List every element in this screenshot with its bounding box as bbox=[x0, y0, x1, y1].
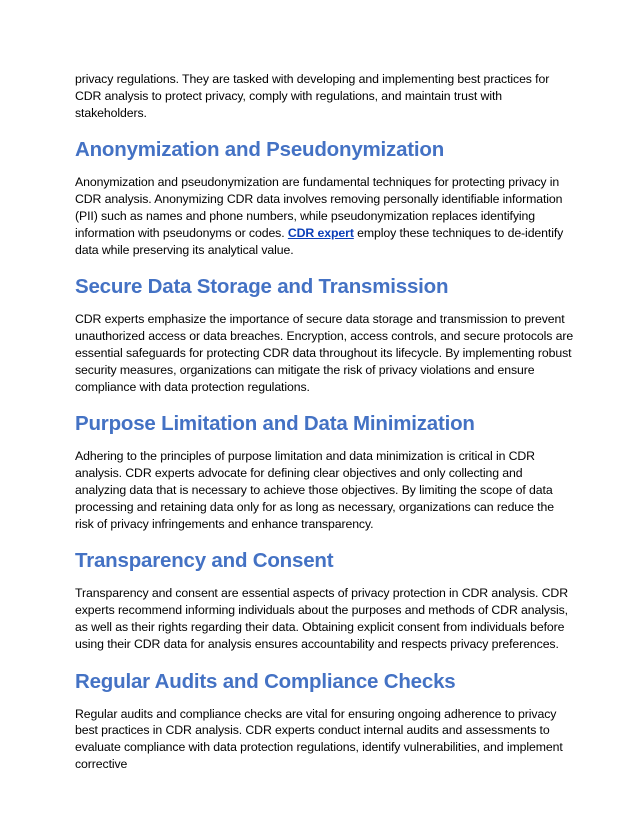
intro-paragraph: privacy regulations. They are tasked with developing and implementing best practices for CDR analysis to protect privacy, comply with regulations, and maintain trust with stakeholders. bbox=[75, 72, 550, 120]
paragraph-anonymization-text-b: employ these techniques to de-identify data while preserving its analytical value. bbox=[75, 225, 564, 257]
cdr-expert-link[interactable]: CDR expert bbox=[287, 225, 354, 240]
paragraph-anonymization bbox=[75, 174, 575, 258]
paragraph-audits: Regular audits and compliance checks are vital for ensuring ongoing adherence to privacy best practices in CDR analysis. CDR experts conduct internal audits and assessments to evaluate compliance with data protection regulations, identify vulnerabilities, and implement corrective bbox=[75, 706, 563, 771]
paragraph-transparency: Transparency and consent are essential aspects of privacy protection in CDR analysis. CDR experts recommend informing individuals about the purposes and methods of CDR analysis, as well as their rights regarding their data. Obtaining explicit consent from individuals before using their CDR data for analysis ensures accountability and respects privacy preferences. bbox=[75, 586, 568, 651]
paragraph-purpose-limitation: Adhering to the principles of purpose limitation and data minimization is critical in CDR analysis. CDR experts advocate for defining clear objectives and only collecting and analyzing data that is necessary to achieve those objectives. By limiting the scope of data processing and retaining data only for as long as necessary, organizations can reduce the risk of privacy infringements and enhance transparency. bbox=[75, 449, 554, 531]
heading-secure-storage: Secure Data Storage and Transmission bbox=[75, 275, 449, 299]
heading-audits: Regular Audits and Compliance Checks bbox=[75, 669, 456, 693]
heading-transparency: Transparency and Consent bbox=[75, 549, 334, 573]
paragraph-anonymization-text-a: Anonymization and pseudonymization are fundamental techniques for protecting privacy in CDR analysis. Anonymizing CDR data involves removing personally identifiable information (PII) such as names and phone numbers, while pseudonymization replaces identifying information with pseudonyms or codes. bbox=[75, 175, 563, 240]
document-body bbox=[75, 71, 575, 773]
paragraph-secure-storage: CDR experts emphasize the importance of secure data storage and transmission to prevent unauthorized access or data breaches. Encryption, access controls, and secure protocols are essential safeguards for protecting CDR data throughout its lifecycle. By implementing robust security measures, organizations can mitigate the risk of privacy violations and ensure compliance with data protection regulations. bbox=[75, 312, 574, 394]
heading-anonymization: Anonymization and Pseudonymization bbox=[75, 138, 445, 162]
heading-purpose-limitation: Purpose Limitation and Data Minimization bbox=[75, 412, 475, 436]
